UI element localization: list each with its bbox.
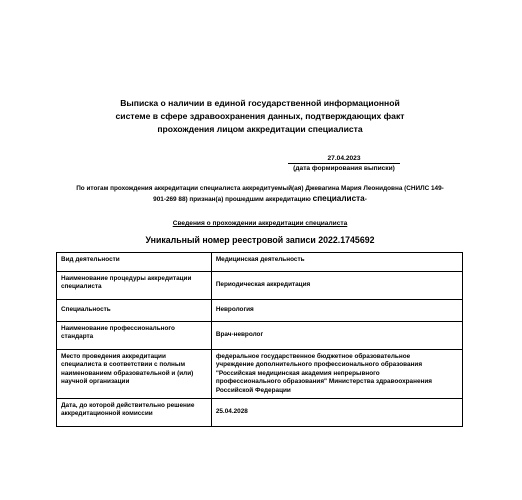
value-text: Российской Федерации — [215, 386, 291, 394]
label-text: Наименование процедуры аккредитации — [61, 275, 192, 282]
document-title — [60, 97, 460, 136]
label-text: Дата, до которой действительно решение — [61, 402, 195, 410]
table-value-cell — [211, 399, 462, 427]
accreditation-table — [56, 252, 463, 427]
label-text: научной организации — [61, 378, 130, 386]
table-row — [57, 300, 463, 322]
value-text: федеральное государственное бюджетное образовательное — [215, 353, 411, 360]
label-text: аккредитационной комиссии — [61, 410, 153, 418]
table-label-cell — [57, 350, 212, 399]
intro-line-2-suffix: - — [364, 196, 367, 203]
value-text: учреждение дополнительного профессионального образования — [215, 361, 423, 369]
value-text: Медицинская деятельность — [215, 256, 305, 263]
value-text: Врач-невролог — [215, 331, 264, 339]
table-row — [57, 253, 463, 272]
title-line-2: системе в сфере здравоохранения данных, подтверждающих факт — [115, 111, 405, 121]
value-text: "Российская медицинская академия непрерывного — [215, 369, 380, 377]
table-value-cell — [211, 272, 462, 300]
table-label-cell — [57, 399, 212, 427]
formation-date-caption: (дата формирования выписки) — [293, 165, 395, 172]
value-text: Неврология — [215, 306, 254, 314]
label-text: специалиста — [61, 283, 102, 291]
intro-line-1: По итогам прохождения аккредитации специалиста аккредитуемый(ая) Джевагина Мария Леонидовна (СНИЛС 149- — [76, 185, 444, 192]
label-text: стандарта — [61, 333, 94, 341]
intro-line-2-emphasis: специалиста — [312, 194, 365, 203]
table-value-cell — [211, 300, 462, 322]
title-line-3: прохождения лицом аккредитации специалиста — [157, 124, 363, 134]
section-title: Сведения о прохождении аккредитации специалиста — [172, 220, 348, 227]
date-block — [288, 154, 400, 173]
value-text: Периодическая аккредитация — [215, 281, 311, 289]
label-text: специалиста в соответствии с полным — [61, 361, 186, 369]
intro-line-2 — [52, 194, 468, 205]
label-text: Вид деятельности — [61, 256, 120, 263]
label-text: Место проведения аккредитации — [61, 353, 166, 360]
table-label-cell — [57, 300, 212, 322]
value-text: 25.04.2028 — [215, 408, 248, 416]
table-row — [57, 272, 463, 300]
table-value-cell — [211, 322, 462, 350]
table-label-cell — [57, 322, 212, 350]
label-text: Специальность — [61, 306, 111, 314]
label-text: наименованием образовательной и (или) — [61, 369, 194, 377]
title-line-1: Выписка о наличии в единой государственной информационной — [120, 98, 400, 108]
formation-date: 27.04.2023 — [288, 154, 400, 164]
table-row — [57, 322, 463, 350]
table-label-cell — [57, 253, 212, 272]
table-value-cell — [211, 253, 462, 272]
label-text: Наименование профессионального — [61, 325, 175, 332]
table-row — [57, 350, 463, 399]
table-row — [57, 399, 463, 427]
intro-paragraph — [52, 184, 468, 205]
table-value-cell — [211, 350, 462, 399]
value-text: профессионального образования" Министерства здравоохранения — [215, 378, 433, 386]
table-label-cell — [57, 272, 212, 300]
intro-line-2-prefix: 901-269 88) признан(а) прошедшим аккредитацию — [153, 196, 313, 203]
registry-number: Уникальный номер реестровой записи 2022.1745692 — [145, 235, 375, 245]
